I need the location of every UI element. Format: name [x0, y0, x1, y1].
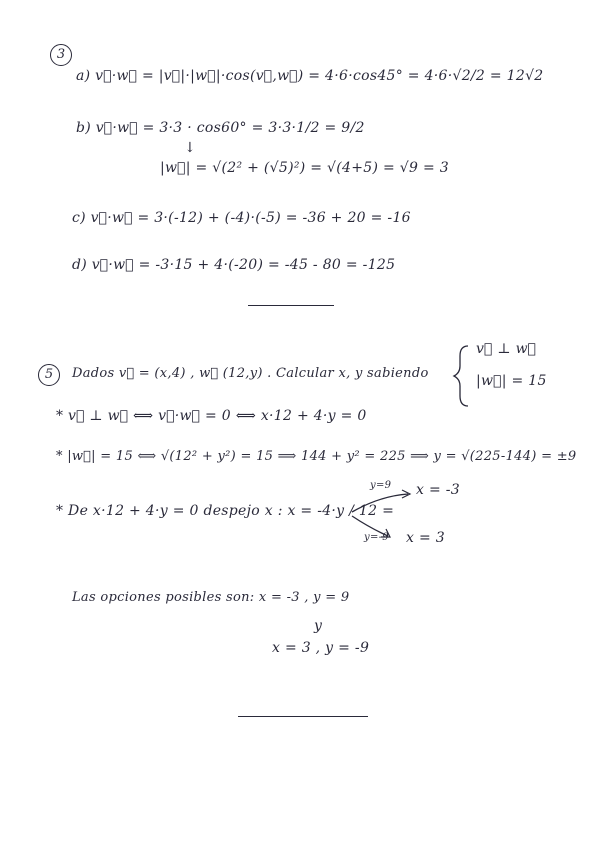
problem-5-step-1: * v⃗ ⊥ w⃗ ⟺ v⃗·w⃗ = 0 ⟺ x·12 + 4·y = 0	[56, 408, 367, 424]
conclusion-connector: y	[314, 618, 323, 634]
problem-5-statement: Dados v⃗ = (x,4) , w⃗ (12,y) . Calcular x, y sabiendo	[72, 366, 429, 381]
problem-3-part-c: c) v⃗·w⃗ = 3·(-12) + (-4)·(-5) = -36 + 20 = -16	[72, 210, 411, 226]
problem-5-step-2: * |w⃗| = 15 ⟺ √(12² + y²) = 15 ⟹ 144 + y² = 225 ⟹ y = √(225-144) = ±9	[56, 449, 577, 464]
problem-5-condition-magnitude: |w⃗| = 15	[476, 373, 547, 389]
problem-3-part-b: b) v⃗·w⃗ = 3·3 · cos60° = 3·3·1/2 = 9/2	[76, 120, 365, 136]
conclusion-line-2: x = 3 , y = -9	[272, 640, 370, 656]
problem-3-part-b-arrow: ↓	[184, 140, 197, 156]
branch-top-label: y=9	[370, 480, 392, 491]
problem-3-number: 3	[50, 44, 72, 66]
section-divider-2	[238, 716, 368, 717]
problem-3-part-b-magnitude: |w⃗| = √(2² + (√5)²) = √(4+5) = √9 = 3	[160, 160, 449, 176]
problem-5-number: 5	[38, 364, 60, 386]
problem-3-part-a: a) v⃗·w⃗ = |v⃗|·|w⃗|·cos(v⃗,w⃗) = 4·6·cos45° = 4·6·√2/2 = 12√2	[76, 68, 544, 84]
branch-top-result: x = -3	[416, 482, 460, 498]
branch-bottom-result: x = 3	[406, 530, 445, 546]
problem-3-part-d: d) v⃗·w⃗ = -3·15 + 4·(-20) = -45 - 80 = -125	[72, 257, 396, 273]
problem-5-condition-perpendicular: v⃗ ⊥ w⃗	[476, 341, 537, 357]
conclusion-line: Las opciones posibles son: x = -3 , y = 9	[72, 590, 350, 605]
problem-5-step-3: * De x·12 + 4·y = 0 despejo x : x = -4·y / 12 =	[56, 503, 395, 519]
branch-bottom-label: y=-9	[364, 532, 389, 543]
